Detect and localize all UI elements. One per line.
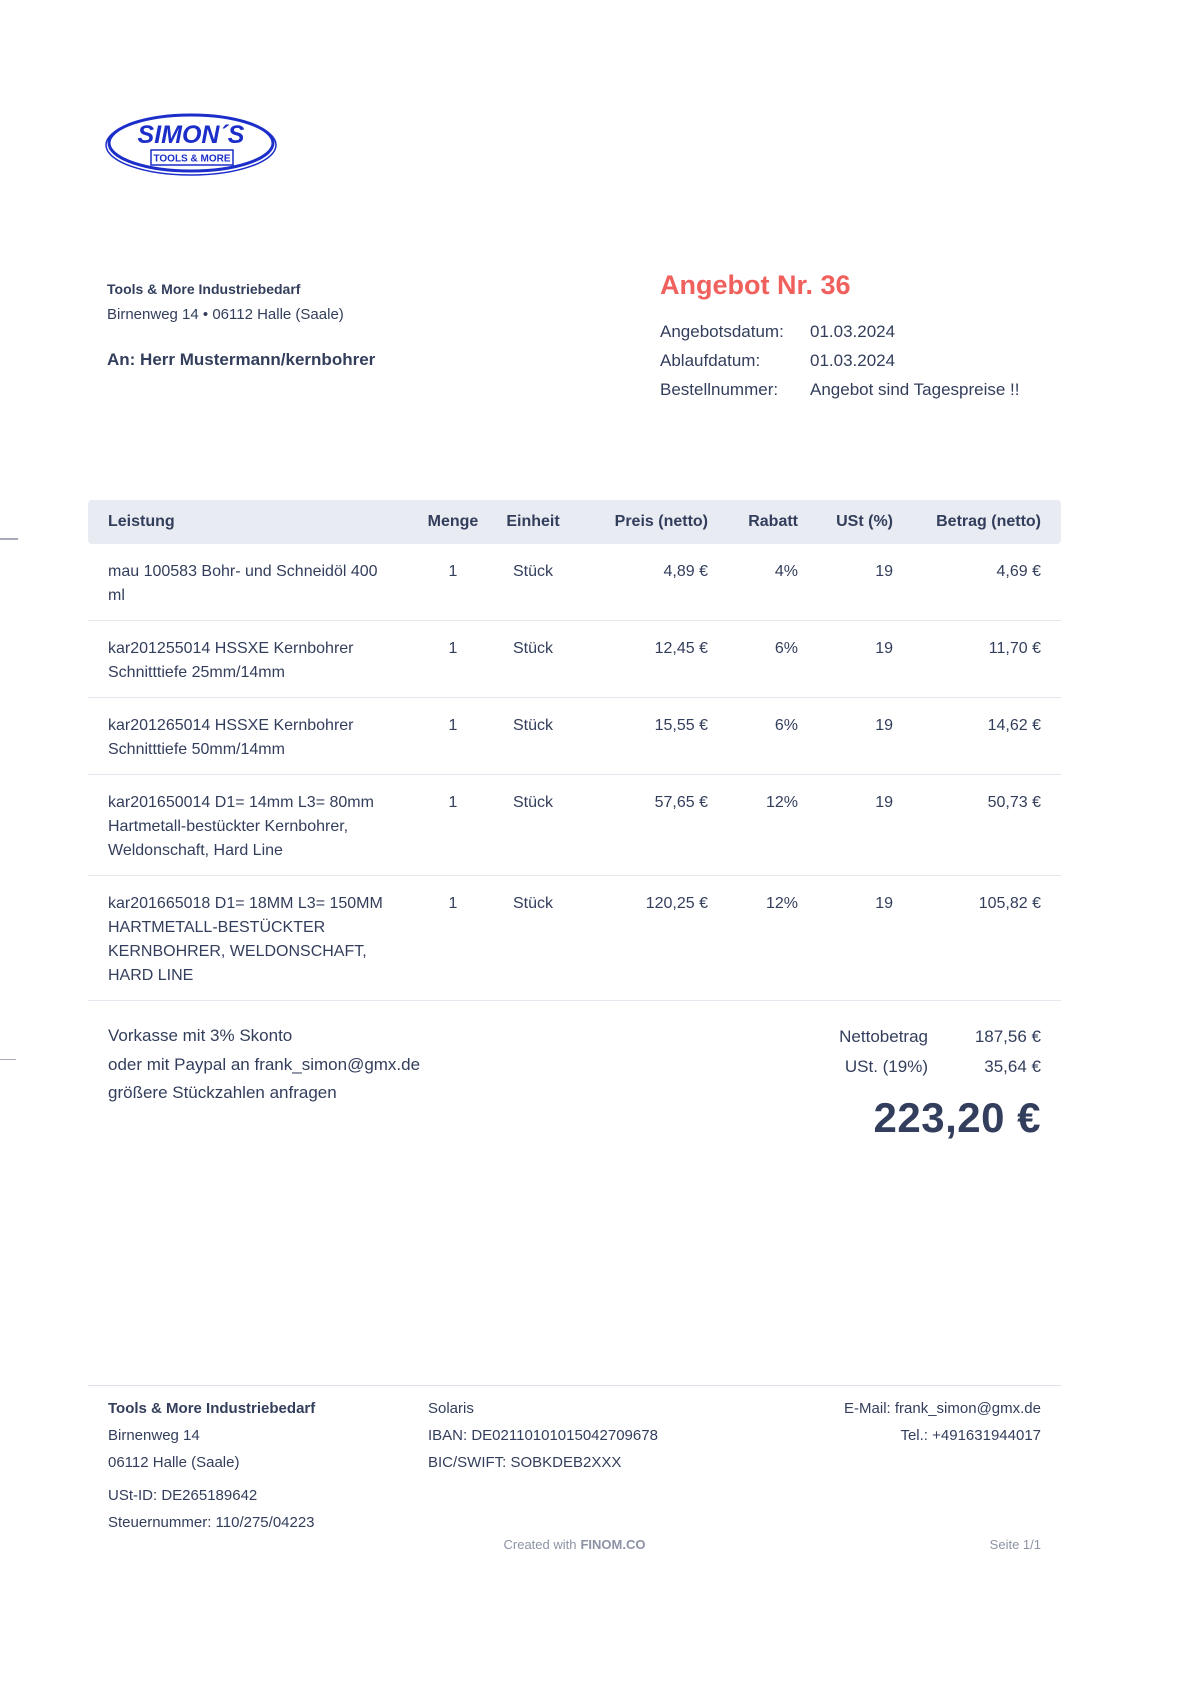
totals-net-row [839, 1022, 1041, 1052]
footer-company-name: Tools & More Industriebedarf [108, 1400, 316, 1417]
recipient-line: An: Herr Mustermann/kernbohrer [107, 350, 376, 369]
cell-ust: 19 [875, 563, 893, 580]
offer-field-label: Angebotsdatum: [660, 322, 784, 341]
fold-mark [0, 538, 18, 540]
table-row [88, 698, 1061, 775]
footer-email: E-Mail: frank_simon@gmx.de [844, 1400, 1041, 1417]
offer-field-date [660, 317, 1060, 346]
cell-einheit: Stück [512, 895, 553, 912]
offer-field-value: 01.03.2024 [810, 322, 896, 341]
cell-ust: 19 [875, 640, 893, 657]
table-row [88, 876, 1061, 1001]
cell-betrag: 50,73 € [987, 794, 1041, 811]
net-total-label: Nettobetrag [839, 1027, 928, 1046]
cell-leistung: kar201255014 HSSXE Kernbohrer Schnitttiefe 25mm/14mm [108, 640, 354, 681]
col-header-leistung: Leistung [108, 513, 175, 530]
table-row [88, 621, 1061, 698]
page-number: Seite 1/1 [989, 1537, 1041, 1552]
col-header-ust: USt (%) [836, 513, 893, 530]
offer-fields [660, 317, 1060, 404]
cell-ust: 19 [875, 717, 893, 734]
cell-einheit: Stück [512, 563, 553, 580]
cell-preis: 120,25 € [645, 895, 708, 912]
items-table [88, 500, 1061, 1001]
cell-leistung: kar201265014 HSSXE Kernbohrer Schnitttiefe 50mm/14mm [108, 717, 354, 758]
cell-rabatt: 6% [774, 640, 798, 657]
offer-field-order-number [660, 375, 1060, 404]
table-row [88, 775, 1061, 876]
offer-field-label: Ablaufdatum: [660, 351, 761, 370]
payment-note-line: Vorkasse mit 3% Skonto [108, 1026, 293, 1045]
footer-bank-block [428, 1395, 844, 1536]
grand-total: 223,20 € [873, 1094, 1041, 1141]
cell-betrag: 105,82 € [978, 895, 1041, 912]
fold-mark [0, 1059, 16, 1060]
cell-einheit: Stück [512, 640, 553, 657]
cell-preis: 57,65 € [654, 794, 708, 811]
cell-menge: 1 [448, 640, 458, 657]
col-header-einheit: Einheit [506, 513, 560, 530]
table-row [88, 544, 1061, 621]
logo-subtitle: TOOLS & MORE [153, 153, 231, 165]
cell-rabatt: 12% [765, 895, 798, 912]
totals-vat-row [839, 1052, 1041, 1082]
table-header-row [88, 500, 1061, 544]
offer-field-label: Bestellnummer: [660, 380, 779, 399]
footer-tax-number: Steuernummer: 110/275/04223 [108, 1514, 315, 1531]
page-bottom-bar [88, 1537, 1061, 1552]
offer-field-value: 01.03.2024 [810, 351, 896, 370]
cell-betrag: 14,62 € [987, 717, 1041, 734]
finom-brand: FINOM.CO [580, 1537, 646, 1552]
payment-note-line: oder mit Paypal an frank_simon@gmx.de [108, 1054, 421, 1074]
totals-block [839, 1022, 1041, 1142]
sender-address: Birnenweg 14 • 06112 Halle (Saale) [107, 306, 344, 323]
logo-text: SIMON´S [137, 121, 245, 149]
vat-value: 35,64 € [984, 1057, 1041, 1076]
cell-menge: 1 [448, 794, 458, 811]
col-header-rabatt: Rabatt [748, 513, 798, 530]
col-header-preis: Preis (netto) [614, 513, 708, 530]
col-header-betrag: Betrag (netto) [936, 513, 1041, 530]
cell-preis: 12,45 € [654, 640, 708, 657]
cell-leistung: kar201665018 D1= 18MM L3= 150MM HARTMETALL-BESTÜCKTER KERNBOHRER, WELDONSCHAFT, HARD LINE [108, 895, 383, 984]
footer-vat-id: USt-ID: DE265189642 [108, 1487, 258, 1504]
cell-preis: 4,89 € [663, 563, 708, 580]
cell-betrag: 11,70 € [988, 640, 1041, 657]
footer-contact-block [844, 1395, 1061, 1536]
sender-block [107, 281, 375, 370]
offer-title: Angebot Nr. 36 [660, 270, 851, 300]
footer-phone: Tel.: +491631944017 [900, 1427, 1041, 1444]
offer-header-block [660, 270, 1060, 404]
offer-field-value: Angebot sind Tagespreise !! [810, 380, 1020, 399]
footer-company-block [88, 1395, 428, 1536]
cell-rabatt: 6% [774, 717, 798, 734]
payment-note-line: größere Stückzahlen anfragen [108, 1083, 337, 1102]
company-logo [104, 110, 279, 185]
footer-street: Birnenweg 14 [108, 1427, 200, 1444]
cell-rabatt: 4% [774, 563, 798, 580]
cell-ust: 19 [875, 794, 893, 811]
cell-einheit: Stück [512, 717, 553, 734]
cell-leistung: kar201650014 D1= 14mm L3= 80mm Hartmetall-bestückter Kernbohrer, Weldonschaft, Hard Line [108, 794, 374, 859]
cell-menge: 1 [448, 717, 458, 734]
footer-city: 06112 Halle (Saale) [108, 1454, 240, 1471]
cell-menge: 1 [448, 563, 458, 580]
company-logo-graphic [104, 110, 279, 180]
cell-rabatt: 12% [765, 794, 798, 811]
payment-notes [108, 1022, 420, 1108]
sender-company: Tools & More Industriebedarf [107, 281, 301, 297]
cell-ust: 19 [875, 895, 893, 912]
cell-einheit: Stück [512, 794, 553, 811]
offer-field-expiry [660, 346, 1060, 375]
net-total-value: 187,56 € [974, 1027, 1041, 1046]
footer-bic: BIC/SWIFT: SOBKDEB2XXX [428, 1454, 622, 1471]
col-header-menge: Menge [427, 513, 479, 530]
created-with-text: Created with [503, 1537, 577, 1552]
footer-bank-name: Solaris [428, 1400, 474, 1417]
cell-betrag: 4,69 € [996, 563, 1041, 580]
cell-preis: 15,55 € [654, 717, 708, 734]
footer-iban: IBAN: DE02110101015042709678 [428, 1427, 658, 1444]
document-footer [88, 1385, 1061, 1536]
cell-menge: 1 [448, 895, 458, 912]
cell-leistung: mau 100583 Bohr- und Schneidöl 400 ml [108, 563, 378, 604]
vat-label: USt. (19%) [844, 1057, 928, 1076]
